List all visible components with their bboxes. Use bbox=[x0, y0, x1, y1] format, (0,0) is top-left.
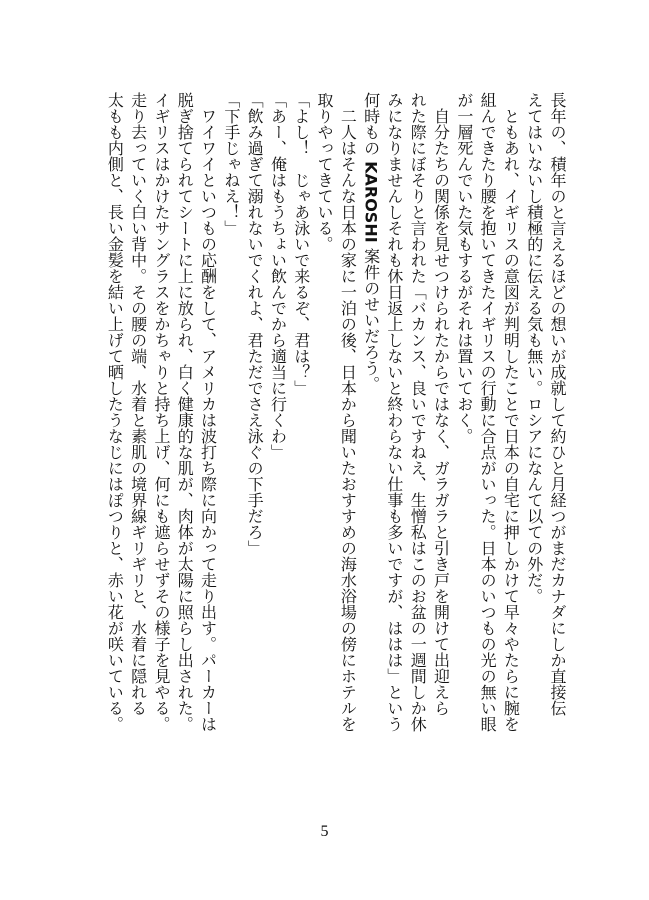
text-line: 取りやってきている。 bbox=[315, 92, 335, 252]
text-line: ともあれ、イギリスの意図が判明したことで日本の自宅に押しかけて早々やたらに腕を bbox=[501, 92, 521, 732]
text-fragment: 何時もの bbox=[361, 92, 381, 156]
text-line: が一層死んでいた気もするがそれは置いておく。 bbox=[454, 92, 474, 444]
text-line: 組んできたり腰を抱いてきたイギリスの行動に合点がいった。日本のいつもの光の無い眼 bbox=[478, 92, 498, 732]
text-line: 「よし！ じゃあ泳いで来るぞ、君は？」 bbox=[291, 92, 311, 396]
text-line: 「あー、俺はもうちょい飲んでから適当に行くわ」 bbox=[268, 92, 288, 460]
text-line: 太もも内側と、長い金髪を結い上げて晒したうなじにはぽつりと、赤い花が咲いている。 bbox=[105, 92, 125, 732]
text-line: ワイワイといつもの応酬をして、アメリカは波打ち際に向かって走り出す。パーカーは bbox=[198, 92, 218, 732]
text-line: 脱ぎ捨てられてシートに上に放られ、白く健康的な肌が、肉体が太陽に照らし出された。 bbox=[175, 92, 195, 732]
text-fragment: 案件のせいだろう。 bbox=[361, 247, 381, 392]
text-line-karoshi bbox=[359, 92, 382, 807]
text-line: れた際にぼそりと言われた「バカンス、良いですねえ、生憎私はこのお盆の一週間しか休 bbox=[408, 92, 428, 732]
vertical-text-body bbox=[69, 92, 569, 807]
text-line: みになりませんしそれも休日返上しないと終わらない仕事も多いですが、ははは」という bbox=[384, 92, 404, 732]
text-line: 自分たちの関係を見せつけられたからではなく、ガラガラと引き戸を開けて出迎えら bbox=[431, 92, 451, 716]
text-line: えてはいないし積極的に伝える気も無い。ロシアになんて以ての外だ。 bbox=[524, 92, 544, 604]
text-line: イギリスはかけたサングラスをかちゃりと持ち上げ、何にも遮らせずその様子を見やる。 bbox=[151, 92, 171, 732]
text-line: 「飲み過ぎて溺れないでくれよ、君ただでさえ泳ぐの下手だろ」 bbox=[245, 92, 265, 556]
karoshi-word: KAROSHI bbox=[361, 161, 381, 243]
text-line: 「下手じゃねえ！」 bbox=[221, 92, 241, 236]
text-line: 二人はそんな日本の家に一泊の後、日本から聞いたおすすめの海水浴場の傍にホテルを bbox=[338, 92, 358, 732]
text-line: 長年の、積年のと言えるほどの想いが成就して約ひと月経つがまだカナダにしか直接伝 bbox=[548, 92, 567, 716]
text-line: 走り去っていく白い背中。その腰の端、水着と素肌の境界線ギリギリと、水着に隠れる bbox=[128, 92, 148, 716]
page-number: 5 bbox=[320, 823, 329, 840]
